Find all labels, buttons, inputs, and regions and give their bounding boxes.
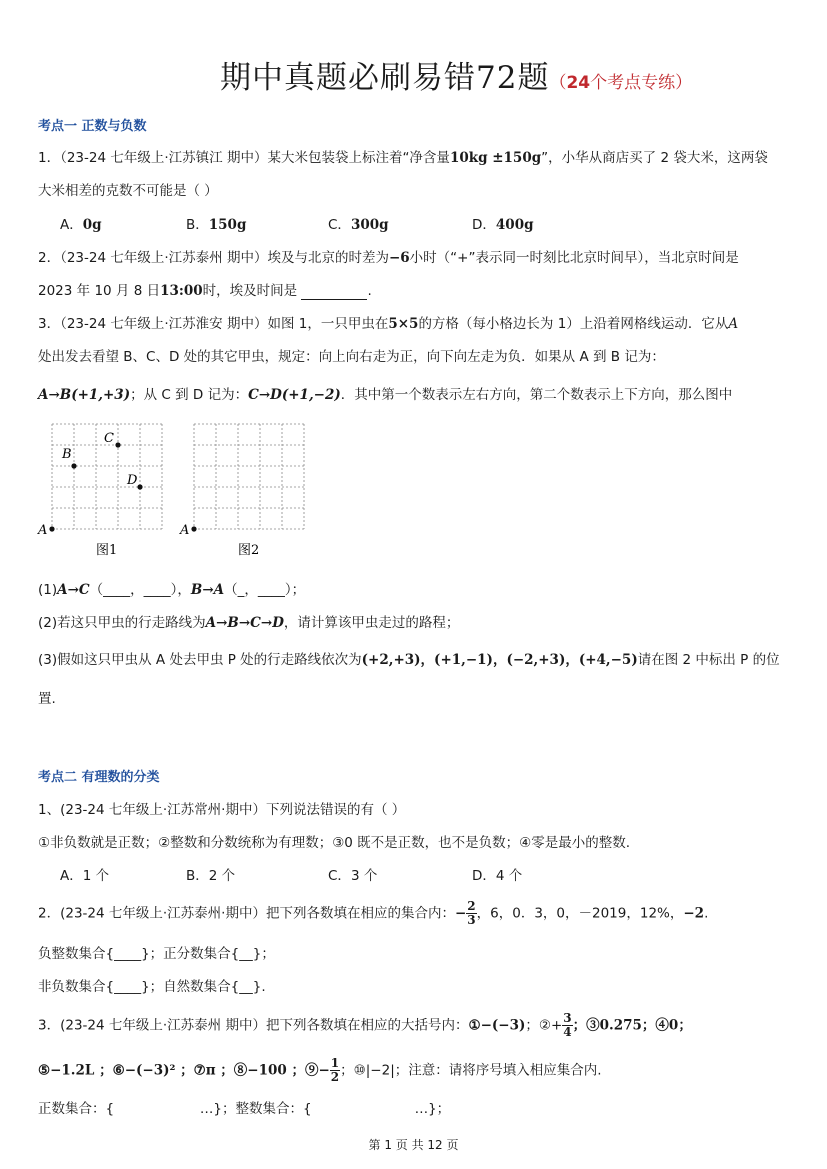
page-footer: 第 1 页 共 12 页 xyxy=(368,1138,459,1152)
option-c: C．3 个 xyxy=(328,868,378,884)
question-1-3-sub1: (1)A→C（____，____），B→A（_，____）； xyxy=(38,582,306,598)
point-c xyxy=(115,442,120,447)
figure-1-grid xyxy=(34,416,174,566)
question-2-2-line1: 2．(23-24 七年级上·江苏泰州·期中）把下列各数填在相应的集合内：− $\frac{2}{3}$ ，6，0．3，0，－2019，12%，−2. xyxy=(38,899,709,927)
label-d: D xyxy=(127,473,138,488)
fraction-three-quarters: $\frac{3}{4}$ xyxy=(563,1011,572,1039)
figure-2-grid xyxy=(176,416,316,566)
title-subtitle: （24个考点专练） xyxy=(549,73,693,93)
section-heading-2: 考点二 有理数的分类 xyxy=(38,770,160,785)
point-a xyxy=(191,526,196,531)
label-a: A xyxy=(38,523,48,538)
question-2-3-line1: 3．(23-24 七年级上·江苏泰州 期中）把下列各数填在相应的大括号内：①−(−3)；②+ $\frac{3}{4}$ ；③0.275；④0； xyxy=(38,1011,692,1039)
question-1-2-line2: 2023 年 10 月 8 日13:00时，埃及时间是 . xyxy=(38,283,372,299)
option-a: A．0g xyxy=(60,217,102,233)
question-1-3-line1: 3．（23-24 七年级上·江苏淮安 期中）如图 1，一只甲虫在5×5的方格（每小格边长为 1）上沿着网格线运动．它从A xyxy=(38,316,739,332)
question-2-3-line2: ⑤−1.2L ；⑥−(−3)² ；⑦π ；⑧−100 ；⑨− $\frac{1}{2}$ ；⑩|−2|；注意：请将序号填入相应集合内. xyxy=(38,1056,602,1084)
question-1-1-line2: 大米相差的克数不可能是（ ） xyxy=(38,183,218,199)
option-b: B．150g xyxy=(186,217,247,233)
grid-lines xyxy=(194,424,304,529)
fraction-one-half: $\frac{1}{2}$ xyxy=(330,1056,340,1084)
point-b xyxy=(71,463,76,468)
question-2-1-line1: 1、(23-24 七年级上·江苏常州·期中）下列说法错误的有（ ） xyxy=(38,802,406,818)
option-c: C．300g xyxy=(328,217,389,233)
fraction-neg-two-thirds: $\frac{2}{3}$ xyxy=(467,899,476,927)
figure-1-caption: 图1 xyxy=(96,543,118,558)
question-1-3-sub3: (3)假如这只甲虫从 A 处去甲虫 P 处的行走路线依次为(+2,+3)，(+1,−1)，(−2,+3)，(+4,−5)请在图 2 中标出 P 的位 xyxy=(38,652,780,668)
question-1-2-line1: 2．（23-24 七年级上·江苏泰州 期中）埃及与北京的时差为−6小时（“+”表示同一时刻比北京时间早），当北京时间是 xyxy=(38,250,739,266)
page-title xyxy=(220,52,692,97)
question-2-2-line2: 负整数集合{____}；正分数集合{__}； xyxy=(38,946,275,962)
figure-2-caption: 图2 xyxy=(238,543,260,558)
label-c: C xyxy=(104,431,114,446)
question-1-3-sub3-line2: 置. xyxy=(38,691,56,707)
net-weight-expression: 10kg ±150g xyxy=(449,150,542,166)
label-b: B xyxy=(62,447,72,462)
option-a: A．1 个 xyxy=(60,868,110,884)
question-1-3-sub2: (2)若这只甲虫的行走路线为A→B→C→D，请计算该甲虫走过的路程； xyxy=(38,615,460,631)
option-b: B．2 个 xyxy=(186,868,236,884)
question-2-2-line3: 非负数集合{____}；自然数集合{__}. xyxy=(38,979,266,995)
point-a xyxy=(49,526,54,531)
point-d xyxy=(137,484,142,489)
option-d: D．4 个 xyxy=(472,868,523,884)
question-2-3-line3: 正数集合：{ …}；整数集合：{ …}； xyxy=(38,1101,451,1117)
question-1-3-line2: 处出发去看望 B、C、D 处的其它甲虫，规定：向上向右走为正，向下向左走为负．如果从 A 到 B 记为： xyxy=(38,349,665,365)
question-1-1-line1: 1．（23-24 七年级上·江苏镇江 期中）某大米包装袋上标注着“净含量10kg ±150g”，小华从商店买了 2 袋大米，这两袋 xyxy=(38,150,768,166)
option-d: D．400g xyxy=(472,217,534,233)
question-1-3-line3: A→B(+1,+3)；从 C 到 D 记为：C→D(+1,−2)．其中第一个数表示左右方向，第二个数表示上下方向，那么图中 xyxy=(38,387,733,403)
title-main: 期中真题必刷易错72题 xyxy=(220,60,550,96)
section-heading-1: 考点一 正数与负数 xyxy=(38,119,147,134)
question-2-1-line2: ①非负数就是正数；②整数和分数统称为有理数；③0 既不是正数，也不是负数；④零是最小的整数. xyxy=(38,835,631,851)
answer-blank xyxy=(301,283,367,300)
label-a: A xyxy=(180,523,190,538)
